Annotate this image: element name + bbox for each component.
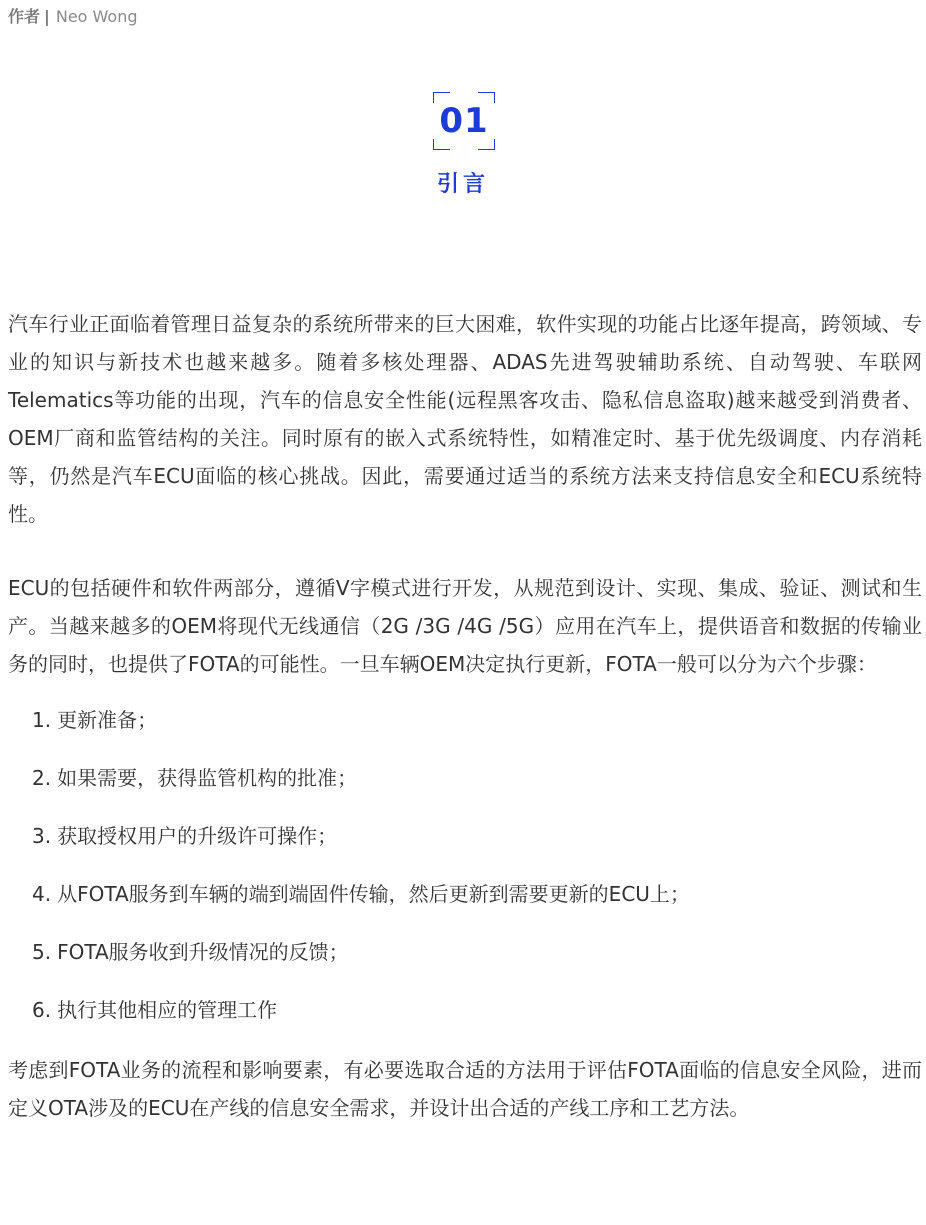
list-item-text: 如果需要，获得监管机构的批准； <box>57 766 358 790</box>
author-separator: | <box>44 7 50 26</box>
author-line <box>8 6 138 28</box>
list-item-text: 更新准备； <box>57 708 158 732</box>
section-title: 引言 <box>436 172 489 197</box>
list-item <box>8 759 922 817</box>
list-item-number: 3. <box>32 824 52 848</box>
list-item <box>8 991 922 1049</box>
list-item-text: FOTA服务收到升级情况的反馈； <box>57 940 349 964</box>
list-item-text: 执行其他相应的管理工作 <box>57 998 278 1022</box>
list-item-number: 6. <box>32 998 52 1022</box>
section-number-badge <box>433 92 495 150</box>
list-item <box>8 933 922 991</box>
list-item <box>8 701 922 759</box>
list-item-number: 4. <box>32 882 52 906</box>
list-item-text: 从FOTA服务到车辆的端到端固件传输，然后更新到需要更新的ECU上； <box>57 882 690 906</box>
list-item-number: 2. <box>32 766 52 790</box>
article-body <box>8 305 922 1127</box>
section-number: 01 <box>439 101 489 141</box>
author-label: 作者 <box>8 7 41 26</box>
fota-steps-list <box>8 701 922 1049</box>
list-item-number: 5. <box>32 940 52 964</box>
list-item-text: 获取授权用户的升级许可操作； <box>57 824 338 848</box>
ecu-paragraph: ECU的包括硬件和软件两部分，遵循V字模式进行开发，从规范到设计、实现、集成、验证、测试和生产。当越来越多的OEM将现代无线通信（2G /3G /4G /5G）应用在汽车上，提供语音和数据的传输业务的同时，也提供了FOTA的可能性。一旦车辆OEM决定执行更新，FOTA一般可以分为六个步骤： <box>8 576 922 676</box>
author-name: Neo Wong <box>55 7 138 26</box>
list-item-number: 1. <box>32 708 52 732</box>
list-item <box>8 817 922 875</box>
intro-paragraph: 汽车行业正面临着管理日益复杂的系统所带来的巨大困难，软件实现的功能占比逐年提高，跨领域、专业的知识与新技术也越来越多。随着多核处理器、ADAS先进驾驶辅助系统、自动驾驶、车联网Telematics等功能的出现，汽车的信息安全性能(远程黑客攻击、隐私信息盗取)越来越受到消费者、OEM厂商和监管结构的关注。同时原有的嵌入式系统特性，如精准定时、基于优先级调度、内存消耗等，仍然是汽车ECU面临的核心挑战。因此，需要通过适当的系统方法来支持信息安全和ECU系统特性。 <box>8 312 922 526</box>
conclusion-paragraph: 考虑到FOTA业务的流程和影响要素，有必要选取合适的方法用于评估FOTA面临的信息安全风险，进而定义OTA涉及的ECU在产线的信息安全需求，并设计出合适的产线工序和工艺方法。 <box>8 1058 922 1120</box>
list-item <box>8 875 922 933</box>
